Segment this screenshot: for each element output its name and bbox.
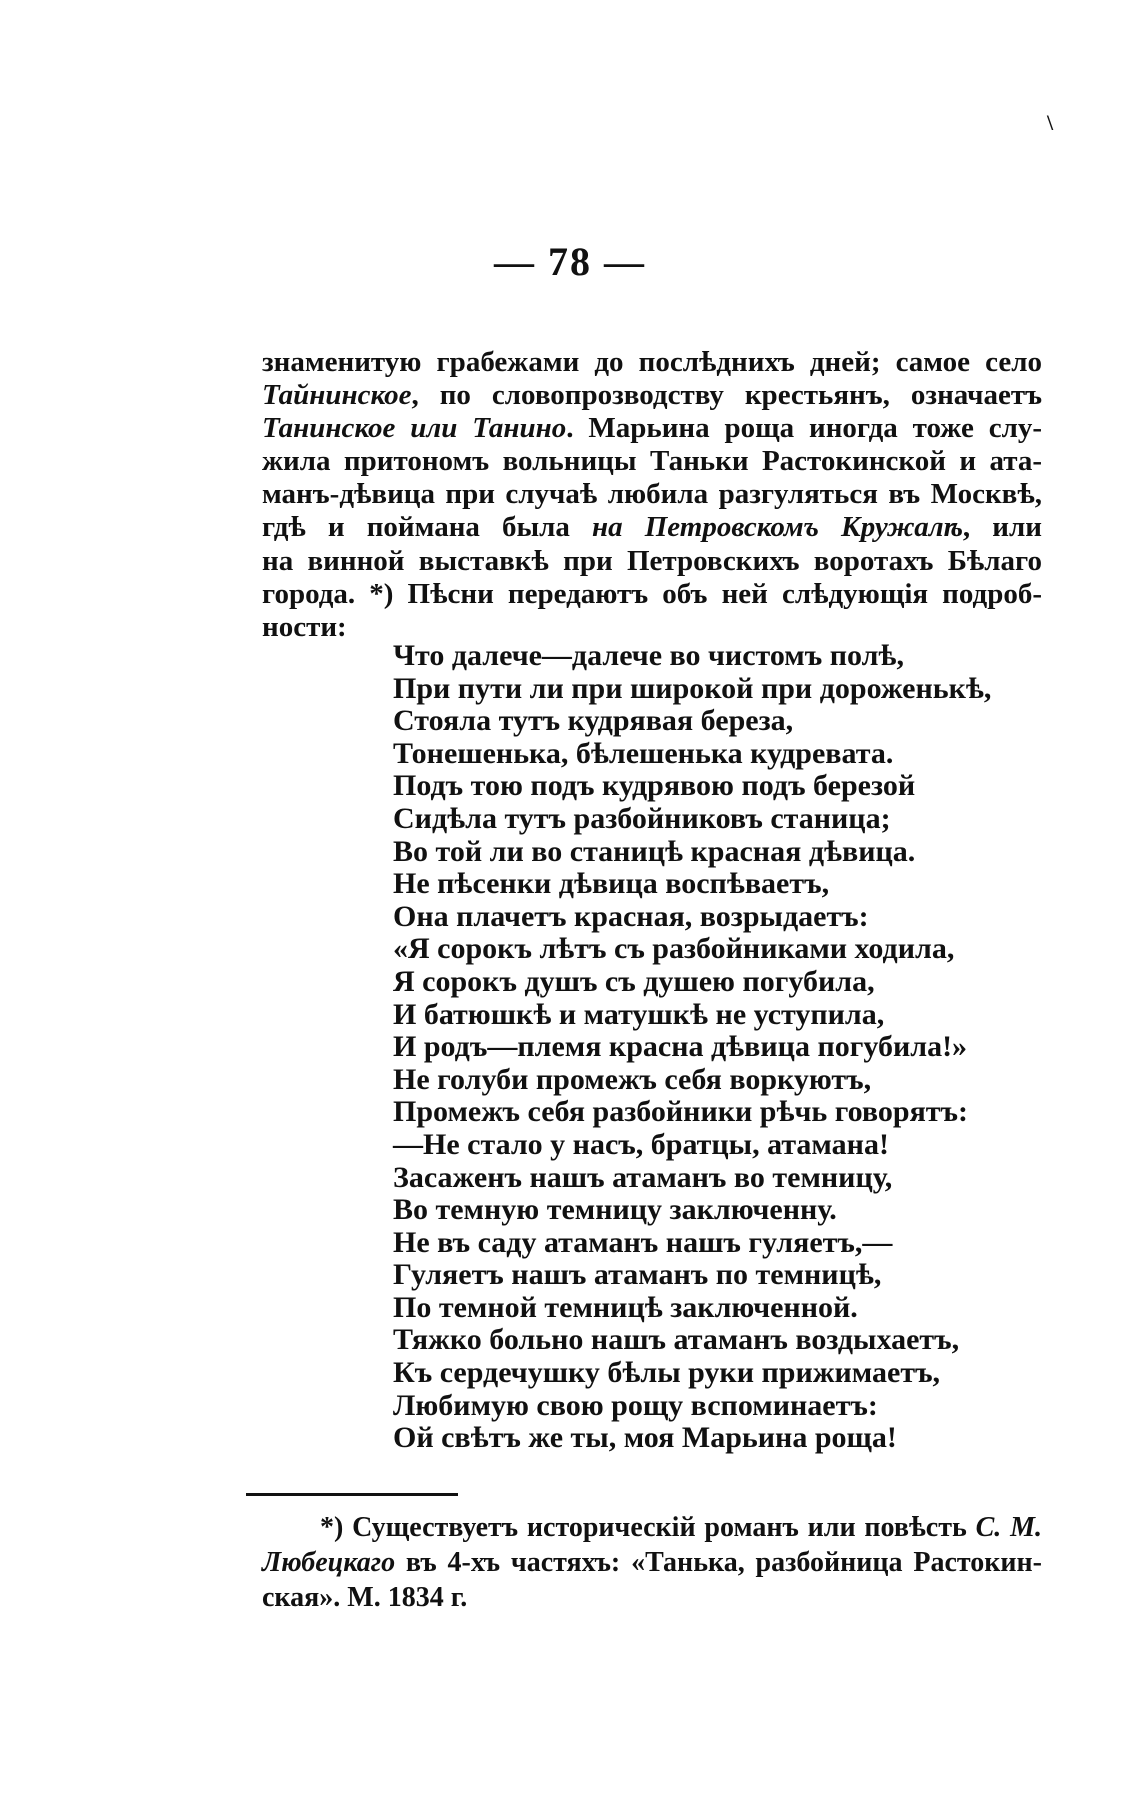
italic-text: Танинское или Танино <box>262 412 567 445</box>
prose-line <box>262 545 1042 578</box>
poem-verse: Она плачетъ красная, возрыдаетъ: <box>393 899 869 933</box>
footnote <box>262 1510 1042 1615</box>
poem-verse: Тонешенька, бѣлешенька кудревата. <box>393 736 894 770</box>
text-run: на винной выставкѣ при Петровскихъ воротахъ Бѣлаго <box>262 544 1042 577</box>
poem-verse: «Я сорокъ лѣтъ съ разбойниками ходила, <box>393 932 955 966</box>
poem-verse: По темной темницѣ заключенной. <box>393 1290 858 1324</box>
poem-verse: Гуляетъ нашъ атаманъ по темницѣ, <box>393 1258 882 1292</box>
stray-ink-mark: \ <box>1047 110 1054 135</box>
text-run: , по словопрозводству крестьянъ, означаетъ <box>411 379 1042 412</box>
text-run: жила притономъ вольницы Таньки Растокинской и ата- <box>262 445 1042 478</box>
italic-text: Тайнинское <box>262 379 412 412</box>
footnote-rule <box>246 1493 458 1496</box>
poem-verse: Во той ли во станицѣ красная дѣвица. <box>393 834 916 868</box>
poem-verse: Не пѣсенки дѣвица воспѣваетъ, <box>393 867 830 901</box>
poem-verse: Засаженъ нашъ атаманъ во темницу, <box>393 1160 893 1194</box>
prose-line <box>262 445 1042 478</box>
footnote-line <box>262 1580 1042 1615</box>
poem-verse: Промежъ себя разбойники рѣчь говорятъ: <box>393 1095 969 1129</box>
text-run: , или <box>962 511 1042 544</box>
poem-verse: Къ сердечушку бѣлы руки прижимаетъ, <box>393 1356 941 1390</box>
text-run: . Марьина роща иногда тоже слу- <box>566 412 1043 445</box>
poem-verse: Любимую свою рощу вспоминаетъ: <box>393 1388 878 1422</box>
poem-verse: И родъ—племя красна дѣвица погубила!» <box>393 1030 968 1064</box>
poem-verse: Не въ саду атаманъ нашъ гуляетъ,— <box>393 1225 893 1259</box>
poem-verse: Не голуби промежъ себя воркуютъ, <box>393 1062 872 1096</box>
text-run: манъ-дѣвица при случаѣ любила разгуляться въ Москвѣ, <box>262 478 1042 511</box>
prose-line <box>262 412 1042 445</box>
poem-verse: Во темную темницу заключенну. <box>393 1193 837 1227</box>
prose-line <box>262 578 1042 611</box>
text-run: знаменитую грабежами до послѣднихъ дней; самое село <box>262 346 1042 378</box>
text-run: гдѣ и поймана была <box>262 511 593 544</box>
poem-verse: Я сорокъ душъ съ душею погубила, <box>393 964 875 998</box>
prose-line <box>262 379 1042 412</box>
prose-line <box>262 346 1042 379</box>
footnote-line <box>262 1545 1042 1580</box>
poem-verse: —Не стало у насъ, братцы, атамана! <box>393 1127 889 1161</box>
poem-verse: Подъ тою подъ кудрявою подъ березой <box>393 769 916 803</box>
italic-text: Любецкаго <box>262 1547 396 1578</box>
poem-verse: Стояла тутъ кудрявая береза, <box>393 704 794 738</box>
poem-verse: Ой свѣтъ же ты, моя Марьина роща! <box>393 1421 897 1455</box>
italic-text: на Петровскомъ Кружалѣ <box>592 511 963 544</box>
poem-verse: При пути ли при широкой при дороженькѣ, <box>393 671 992 705</box>
text-run: ности: <box>262 610 347 643</box>
prose-line <box>262 511 1042 544</box>
text-run: города. *) Пѣсни передаютъ объ ней слѣдующія подроб- <box>262 577 1042 610</box>
text-run: въ 4-хъ частяхъ: «Танька, разбойница Растокин- <box>395 1547 1042 1578</box>
prose-paragraph <box>262 346 1042 644</box>
poem-verse: Что далече—далече во чистомъ полѣ, <box>393 639 904 672</box>
poem-verse: И батюшкѣ и матушкѣ не уступила, <box>393 997 885 1031</box>
poem-verse: Сидѣла тутъ разбойниковъ станица; <box>393 801 891 835</box>
prose-line <box>262 478 1042 511</box>
text-run: *) Существуетъ историческій романъ или повѣсть <box>320 1512 976 1543</box>
italic-text: С. М. <box>975 1512 1042 1543</box>
poem-verse: Тяжко больно нашъ атаманъ воздыхаетъ, <box>393 1323 960 1357</box>
text-run: ская». М. 1834 г. <box>262 1582 468 1613</box>
page-number: — 78 — <box>494 239 646 284</box>
footnote-line <box>262 1510 1042 1545</box>
poem <box>393 640 991 1455</box>
